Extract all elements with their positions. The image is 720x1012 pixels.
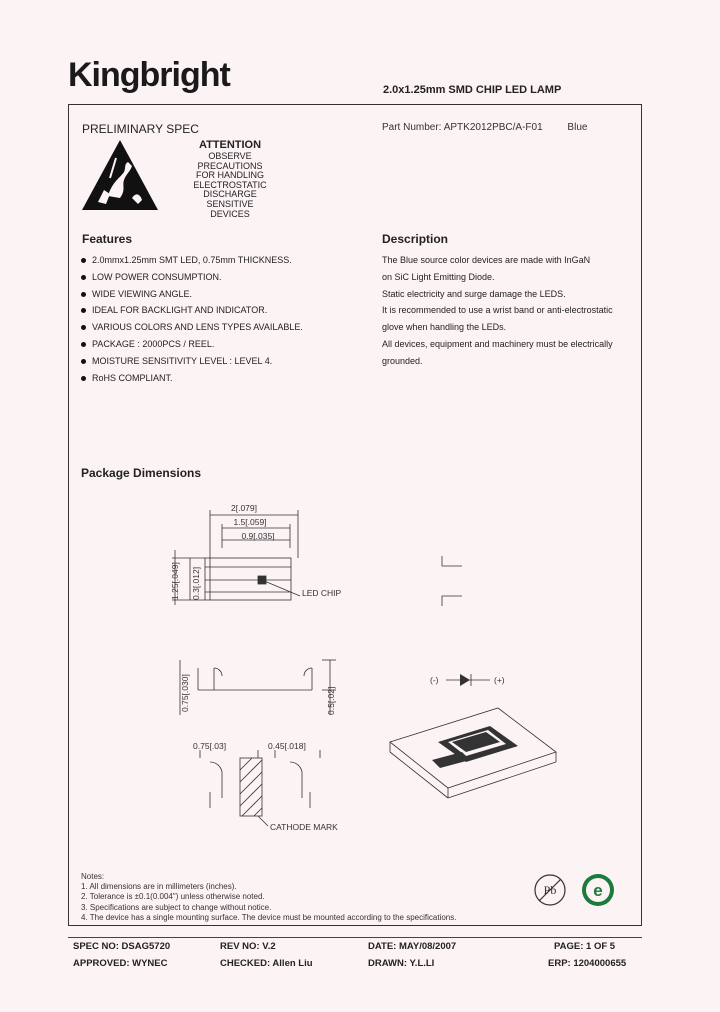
attention-line: SENSITIVE xyxy=(206,198,254,209)
attention-line: DISCHARGE xyxy=(203,189,257,200)
isometric-view-drawing xyxy=(390,708,556,798)
erp-number: ERP: 1204000655 xyxy=(548,958,627,969)
drawn-by: DRAWN: Y.L.LI xyxy=(368,958,435,969)
svg-text:Pb: Pb xyxy=(543,883,557,897)
part-number-label: Part Number: xyxy=(382,122,442,133)
checked-by: CHECKED: Allen Liu xyxy=(220,958,313,969)
attention-line: ELECTROSTATIC xyxy=(193,179,267,190)
feature-item: IDEAL FOR BACKLIGHT AND INDICATOR. xyxy=(80,302,303,319)
approved-by: APPROVED: WYNEC xyxy=(73,958,168,969)
polarity-plus: (+) xyxy=(494,675,505,685)
dim-height: 1.25[.049] xyxy=(170,562,180,600)
note-item: 4. The device has a single mounting surface. The device must be mounted according to the specifications. xyxy=(81,912,457,922)
dim-top-width: 2[.079] xyxy=(231,503,257,513)
features-heading: Features xyxy=(82,232,133,246)
note-item: 3. Specifications are subject to change without notice. xyxy=(81,902,272,912)
feature-item: 2.0mmx1.25mm SMT LED, 0.75mm THICKNESS. xyxy=(80,252,303,269)
dim-bottom-left: 0.75[.03] xyxy=(193,741,227,751)
note-item: 1. All dimensions are in millimeters (inches). xyxy=(81,882,237,892)
feature-item: WIDE VIEWING ANGLE. xyxy=(80,286,303,303)
page-indicator: PAGE: 1 OF 5 xyxy=(554,941,616,952)
company-logo: Kingbright xyxy=(68,56,230,94)
note-item: 2. Tolerance is ±0.1(0.004") unless otherwise noted. xyxy=(81,892,265,902)
description-line: It is recommended to use a wrist band or anti-electrostatic xyxy=(382,305,613,316)
feature-item: RoHS COMPLIANT. xyxy=(80,370,303,387)
spec-status: PRELIMINARY SPEC xyxy=(82,122,199,136)
feature-item: PACKAGE : 2000PCS / REEL. xyxy=(80,336,303,353)
description-line: grounded. xyxy=(382,355,423,366)
side-view-brackets xyxy=(442,556,462,606)
dim-thickness: 0.75[.030] xyxy=(180,674,190,712)
description-line: The Blue source color devices are made with InGaN xyxy=(382,255,591,265)
dim-bottom-right: 0.45[.018] xyxy=(268,741,306,751)
rohs-compliant-icon xyxy=(580,872,616,908)
dim-pad: 0.3[.012] xyxy=(191,566,201,600)
spec-number: SPEC NO: DSAG5720 xyxy=(73,941,171,952)
description-heading: Description xyxy=(382,232,449,246)
document-title: 2.0x1.25mm SMD CHIP LED LAMP xyxy=(383,84,562,96)
feature-item: MOISTURE SENSITIVITY LEVEL : LEVEL 4. xyxy=(80,353,303,370)
revision-number: REV NO: V.2 xyxy=(220,941,276,952)
part-number: APTK2012PBC/A-F01 xyxy=(443,122,543,133)
description-line: glove when handling the LEDs. xyxy=(382,322,507,333)
attention-line: FOR HANDLING xyxy=(195,170,264,181)
led-chip-label: LED CHIP xyxy=(302,588,342,598)
footer-divider xyxy=(68,937,642,938)
package-dimensions-heading: Package Dimensions xyxy=(81,466,202,480)
description-line: All devices, equipment and machinery must be electrically xyxy=(382,338,613,349)
cathode-mark-label: CATHODE MARK xyxy=(270,822,338,832)
pb-free-icon xyxy=(532,872,568,908)
dim-inner-width: 1.5[.059] xyxy=(233,517,267,527)
svg-text:e: e xyxy=(593,881,603,900)
bottom-view-drawing xyxy=(200,750,320,826)
feature-item: LOW POWER CONSUMPTION. xyxy=(80,269,303,286)
feature-item: VARIOUS COLORS AND LENS TYPES AVAILABLE. xyxy=(80,319,303,336)
dim-side-height: 0.5[.02] xyxy=(326,686,336,715)
notes-title: Notes: xyxy=(81,872,105,881)
description-line: on SiC Light Emitting Diode. xyxy=(382,271,495,282)
dim-lens-width: 0.9[.035] xyxy=(241,531,275,541)
front-view-drawing xyxy=(180,660,336,715)
attention-line: DEVICES xyxy=(210,208,250,219)
document-date: DATE: MAY/08/2007 xyxy=(368,941,457,952)
description-line: Static electricity and surge damage the LEDS. xyxy=(382,288,566,299)
attention-heading: ATTENTION xyxy=(198,139,262,151)
polarity-minus: (-) xyxy=(430,675,439,685)
polarity-symbol xyxy=(446,674,490,686)
notes-block xyxy=(81,872,456,923)
attention-line: OBSERVE PRECAUTIONS xyxy=(197,151,263,171)
part-color: Blue xyxy=(567,122,588,133)
